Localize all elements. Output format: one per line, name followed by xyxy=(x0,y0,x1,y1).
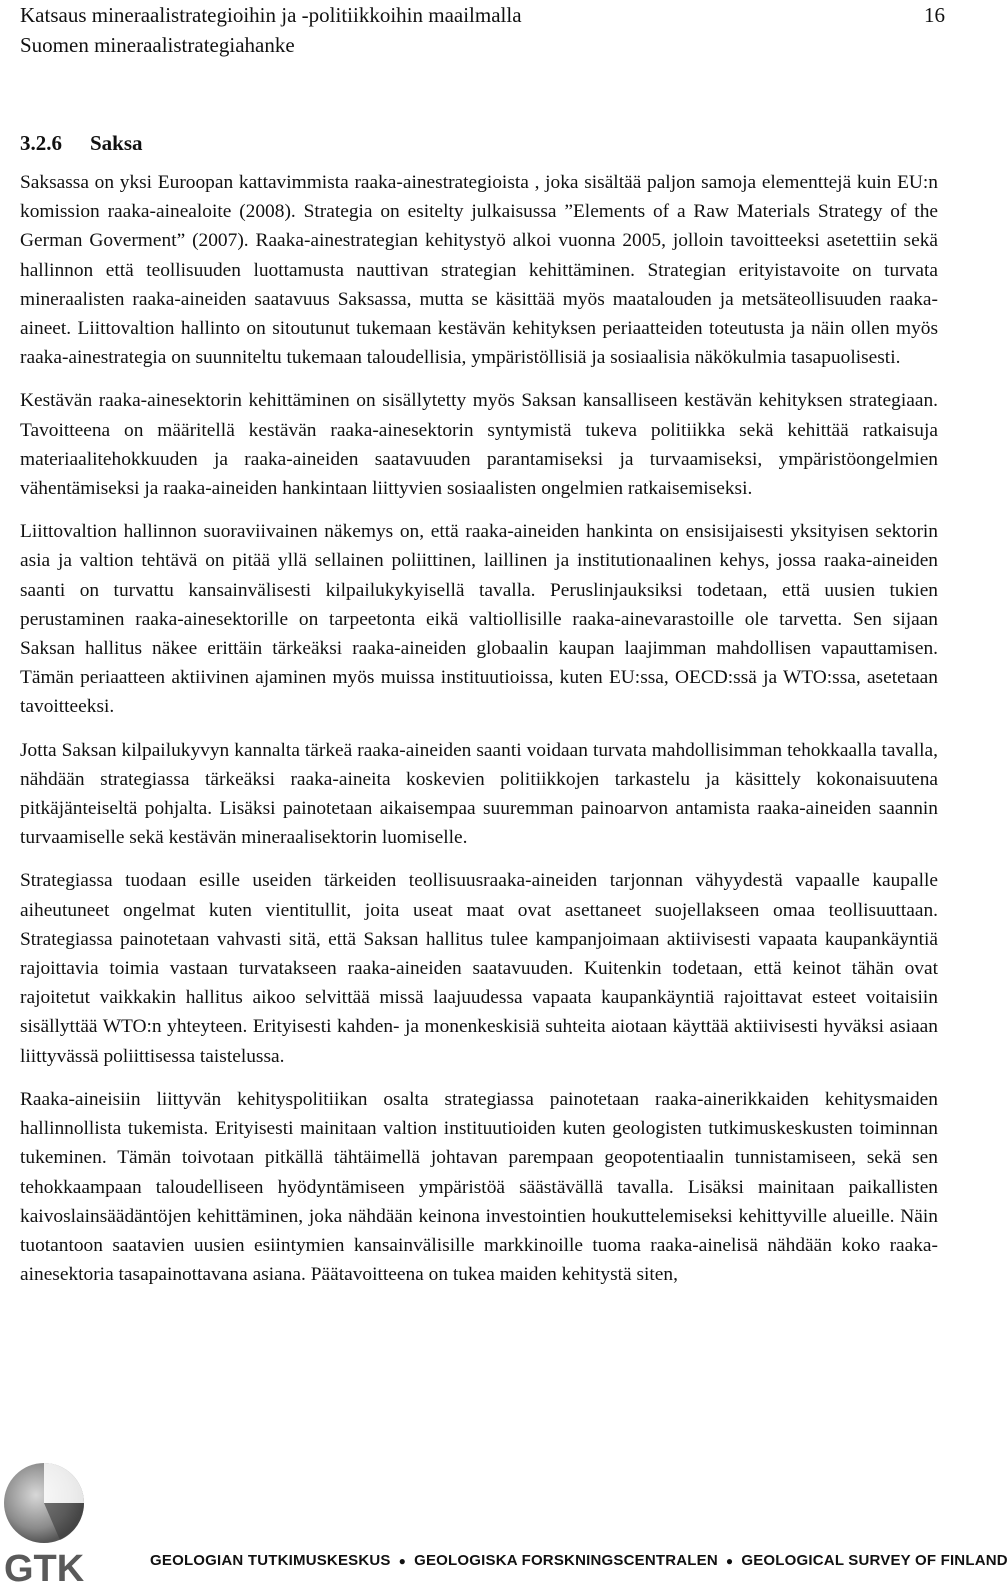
logo-text: GTK xyxy=(4,1548,85,1583)
paragraph: Liittovaltion hallinnon suoraviivainen näkemys on, että raaka-aineiden hankinta on ensisijaisesti yksityisen sektorin asia ja valtion tehtävä on pitää yllä sellainen poliittinen, laillinen ja institutionaalinen kehys, jossa raaka-aineiden saanti on turvattu kansainvälisesti kilpailukykyisellä tavalla. Peruslinjauksiksi todetaan, että uusien tukien perustaminen raaka-ainesektorille on tarpeetonta eikä valtiollisille raaka-ainevarastoille ole tarvetta. Sen sijaan Saksan hallitus näkee erittäin tärkeäksi raaka-aineiden globaalin kaupan laajimman mahdollisen vapauttamisen. Tämän periaatteen aktiivinen ajaminen myös muissa instituutioissa, kuten EU:ssa, OECD:ssä ja WTO:ssa, asetetaan tavoitteeksi. xyxy=(20,521,938,718)
paragraph: Raaka-aineisiin liittyvän kehityspolitiikan osalta strategiassa painotetaan raaka-ainerikkaiden kehitysmaiden hallinnollista tukemista. Erityisesti mainitaan valtion instituutioiden kuten geologisten tutkimuskeskusten toiminnan tukeminen. Tämän toivotaan pitkällä tähtäimellä johtavan parempaan geopotentiaalin tunnistamiseen, sekä sen tehokkaampaan taloudelliseen hyödyntämiseen ympäristöä säästävällä tavalla. Lisäksi mainitaan paikallisten kaivoslainsäädäntöjen kehittäminen, joka nähdään keinona investointien houkuttelemiseksi kehittyville alueille. Näin tuotantoon saatavien uusien esiintymien kansainvälisille markkinoille tuoma raaka-ainelisä nähdään koko raaka-ainesektoria tasapainottavana asiana. Päätavoitteena on tukea maiden kehitystä siten, xyxy=(20,1088,938,1286)
org-name-en: GEOLOGICAL SURVEY OF FINLAND xyxy=(741,1552,1008,1569)
body-text xyxy=(20,168,938,1303)
section-title: Saksa xyxy=(90,131,143,155)
header-subtitle: Suomen mineraalistrategiahanke xyxy=(20,33,295,57)
page-number: 16 xyxy=(924,3,945,27)
paragraph: Kestävän raaka-ainesektorin kehittäminen on sisällytetty myös Saksan kansalliseen kestävän kehityksen strategiaan. Tavoitteena on määritellä kestävän raaka-ainesektorin syntymistä tukeva politiikka sekä kehittää ratkaisuja materiaalitehokkuuden ja raaka-aineiden saatavuuden parantamiseksi ja turvaamiseksi, ympäristöongelmien vähentämiseksi ja raaka-aineiden hankintaan liittyvien sosiaalisten ongelmien ratkaisemiseksi. xyxy=(20,390,938,500)
gtk-logo xyxy=(2,1445,122,1583)
section-heading xyxy=(20,128,143,158)
org-name-sv: GEOLOGISKA FORSKNINGSCENTRALEN xyxy=(414,1552,718,1569)
separator-dot: ● xyxy=(725,1554,734,1568)
section-number: 3.2.6 xyxy=(20,131,62,155)
page-header xyxy=(20,0,945,60)
paragraph: Jotta Saksan kilpailukyvyn kannalta tärkeä raaka-aineiden saanti voidaan turvata mahdollisimman tehokkaalla tavalla, nähdään strategiassa tärkeäksi raaka-aineita koskevien politiikkojen tarkastelu ja käsittely kokonaisuutena pitkäjänteiseltä pohjalta. Lisäksi painotetaan aikaisempaa suuremman painoarvon antamista raaka-aineiden saannin turvaamiselle sekä kestävän mineraalisektorin luomiselle. xyxy=(20,739,938,849)
paragraph: Saksassa on yksi Euroopan kattavimmista raaka-ainestrategioista , joka sisältää paljon samoja elementtejä kuin EU:n komission raaka-ainealoite (2008). Strategia on esitelty julkaisussa ”Elements of a Raw Materials Strategy of the German Goverment” (2007). Raaka-ainestrategian kehitystyö alkoi vuonna 2005, jolloin tavoitteeksi asetettiin sekä hallinnon että teollisuuden luottamusta nauttivan strategian kehittäminen. Strategian erityistavoite on turvata mineraalisten raaka-aineiden saatavuus Saksassa, mutta se käsittää myös maatalouden ja metsäteollisuuden raaka-aineet. Liittovaltion hallinto on sitoutunut tukemaan kestävän kehityksen periaatteiden toteutusta ja näin ollen myös raaka-ainestrategia on suunniteltu tukemaan taloudellisia, ympäristöllisiä ja sosiaalisia näkökulmia tasapuolisesti. xyxy=(20,172,938,369)
org-name-fi: GEOLOGIAN TUTKIMUSKESKUS xyxy=(150,1552,391,1569)
separator-dot: ● xyxy=(398,1554,407,1568)
footer-organization xyxy=(150,1552,1008,1569)
header-title: Katsaus mineraalistrategioihin ja -politiikkoihin maailmalla xyxy=(20,3,522,27)
paragraph: Strategiassa tuodaan esille useiden tärkeiden teollisuusraaka-aineiden tarjonnan vähyydestä vapaalle kaupalle aiheutuneet ongelmat kuten vientitullit, joita useat maat ovat asettaneet suojellakseen omaa teollisuuttaan. Strategiassa painotetaan vahvasti sitä, että Saksan hallitus tulee kampanjoimaan aktiivisesti vapaata kaupankäyntiä rajoittavia toimia vastaan turvatakseen raaka-aineiden saatavuuden. Kuitenkin todetaan, että keinot tähän ovat rajoitetut vaikkakin hallitus aikoo selvittää missä laajuudessa vapaata kaupankäyntiä rajoittavat esteet voitaisiin sisällyttää WTO:n yhteyteen. Erityisesti kahden- ja monenkeskisiä suhteita aiotaan käyttää aktiivisesti hyväksi asiaan liittyvässä poliittisessa taistelussa. xyxy=(20,870,938,1067)
page-footer xyxy=(0,1445,1008,1583)
